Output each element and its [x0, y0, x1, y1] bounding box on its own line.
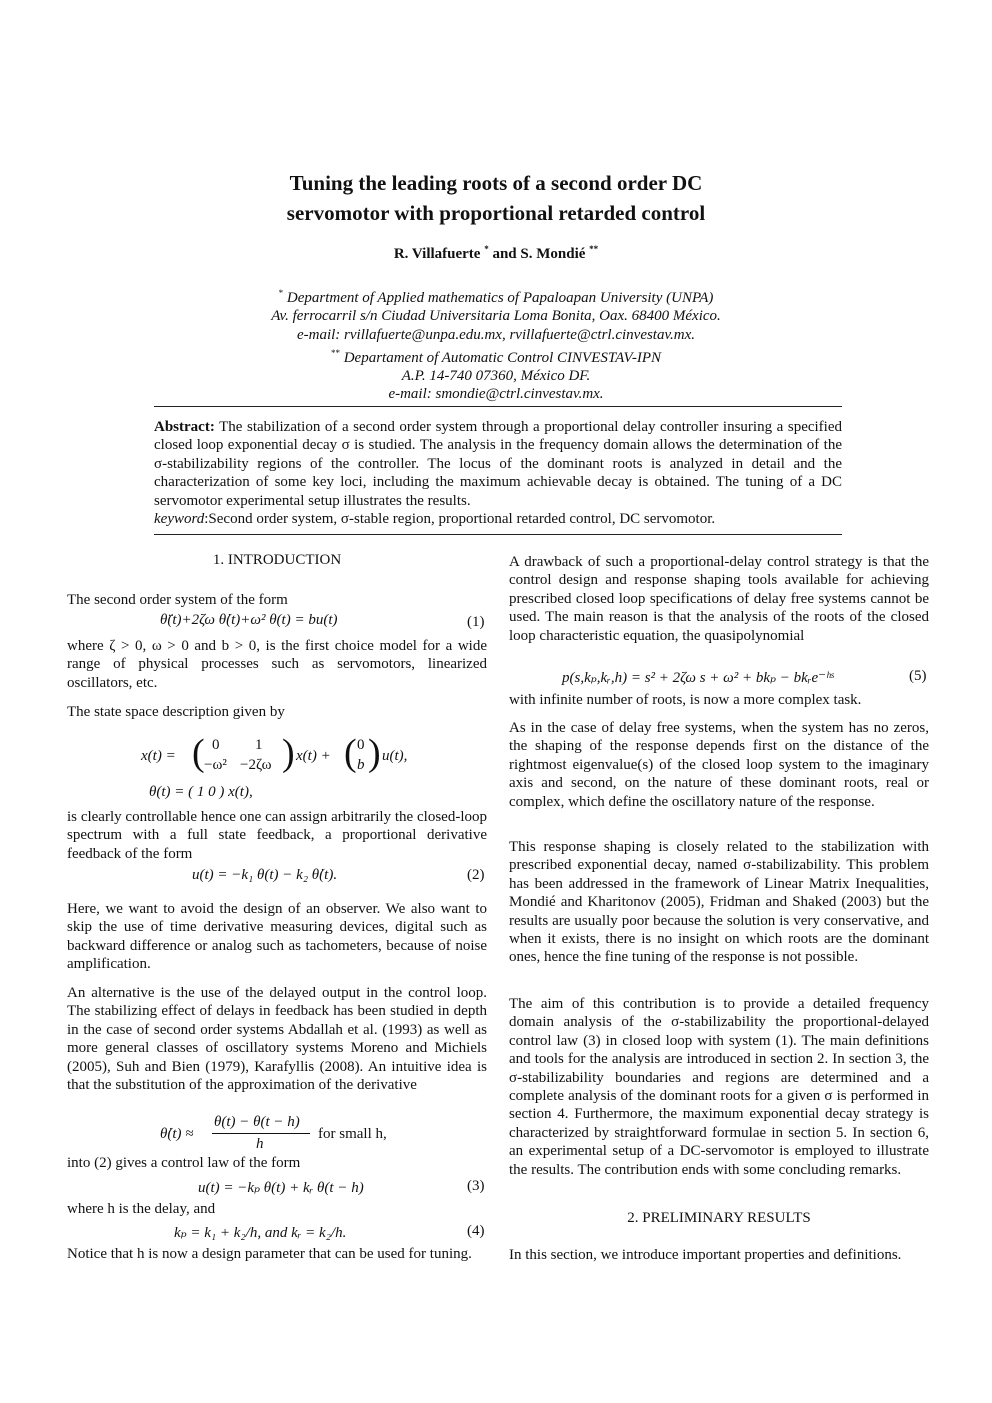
equation-2: u(t) = −k₁ θ(t) − k₂ θ̇(t). — [192, 867, 338, 883]
affiliation-line-5: A.P. 14-740 07360, México DF. — [401, 368, 591, 385]
ss-b1: 0 — [357, 737, 365, 753]
ss-paren-open-a: ( — [192, 732, 205, 774]
ss-a22: −2ζω — [240, 757, 272, 773]
ss-b2: b — [357, 757, 365, 773]
ss-paren-open-b: ( — [344, 732, 357, 774]
affiliation-mark-1: * — [278, 288, 284, 298]
ss-a12: 1 — [255, 737, 263, 753]
equation-2-number: (2) — [467, 867, 485, 883]
approx-numerator: θ(t) − θ(t − h) — [214, 1114, 300, 1130]
affiliation-text-4: Departament of Automatic Control CINVESTAV-IPN — [343, 349, 662, 366]
equation-3: u(t) = −kₚ θ(t) + kᵣ θ(t − h) — [198, 1180, 364, 1196]
right-paragraph-1: A drawback of such a proportional-delay control strategy is that the control design and response shaping tools available for achieving prescribed closed loop specifications of delay free systems cannot be used. The main reason is that the analysis of the roots of the closed loop characteristic equation, the quasipolynomial — [509, 554, 929, 644]
author-1: R. Villafuerte — [393, 246, 481, 262]
intro-paragraph-7: into (2) gives a control law of the form — [67, 1155, 301, 1171]
abstract-text: The stabilization of a second order system through a proportional delay controller insuring a specified closed loop exponential decay σ is studied. The analysis in the frequency domain allows the determination of the σ-stabilizability regions of the controller. The locus of the dominant roots is analyzed in detail and the characterization of some key loci, including the maximum achievable decay is obtained. The tuning of a DC servomotor experimental setup illustrates the results. — [154, 419, 842, 509]
ss-lhs: x(t) = — [141, 748, 176, 764]
affiliation-mark-2: ** — [330, 347, 340, 358]
section-heading-preliminary: 2. PRELIMINARY RESULTS — [627, 1210, 811, 1226]
intro-paragraph-9: Notice that h is now a design parameter that can be used for tuning. — [67, 1246, 472, 1262]
right-paragraph-4: This response shaping is closely related to the stabilization with prescribed exponential decay, named σ-stabilizability. This problem has been addressed in the framework of Linear Matrix Inequalities, Mondié and Kharitonov (2005), Fridman and Shaked (2003) but the results are usually poor because the solution is very conservative, and when it exists, there is no insight on which roots are the dominant ones, hence the fine tuning of the response is not possible. — [509, 839, 929, 966]
right-paragraph-5: The aim of this contribution is to provide a detailed frequency domain analysis of the σ-stabilizability the proportional-delayed control law (3) in closed loop with system (1). The main definitions and tools for the analysis are introduced in section 2. In section 3, the σ-stabilizability boundaries and regions are determined and a complete analysis of the dominant roots for a given σ is performed in section 4. Furthermore, the maximum exponential decay strategy is characterized by straightforward formulae in section 5. In section 6, an experimental setup of a DC-servomotor is employed to illustrate the results. The contribution ends with some concluding remarks. — [509, 996, 929, 1178]
equation-1-number: (1) — [467, 614, 485, 630]
affiliation-line-6: e-mail: smondie@ctrl.cinvestav.mx. — [388, 386, 604, 403]
approx-tail: for small h, — [318, 1126, 387, 1142]
equation-4-number: (4) — [467, 1223, 485, 1239]
author-list — [200, 244, 792, 263]
approx-lhs: θ̇(t) ≈ — [160, 1126, 194, 1142]
ss-a11: 0 — [212, 737, 220, 753]
title-line-2: servomotor with proportional retarded control — [286, 201, 706, 225]
approx-fraction-bar — [212, 1133, 310, 1134]
abstract-label: Abstract: — [154, 419, 215, 435]
paper-title — [200, 168, 792, 228]
intro-paragraph-5: Here, we want to avoid the design of an observer. We also want to skip the use of time derivative measuring devices, digital such as backward difference or analog such as tachometers, because of noise amplification. — [67, 901, 487, 973]
intro-paragraph-6: An alternative is the use of the delayed output in the control loop. The stabilizing effect of delays in feedback has been studied in depth in the case of second order systems Abdallah et al. (1993) as well as more general classes of oscillatory systems Moreno and Michiels (2005), Suh and Bien (1979), Karafyllis (2008). An intuitive idea is that the substitution of the approximation of the derivative — [67, 985, 487, 1094]
affiliations — [200, 284, 792, 404]
ss-end: u(t), — [382, 748, 408, 764]
abstract-top-rule — [154, 406, 842, 407]
equation-5: p(s,kₚ,kᵣ,h) = s² + 2ζω s + ω² + bkₚ − bkᵣe⁻ʰˢ — [562, 670, 834, 686]
ss-mid: x(t) + — [296, 748, 331, 764]
intro-paragraph-1: The second order system of the form — [67, 592, 288, 608]
ss-a21: −ω² — [204, 757, 227, 773]
right-paragraph-2: with infinite number of roots, is now a more complex task. — [509, 692, 862, 708]
keyword-text: :Second order system, σ-stable region, proportional retarded control, DC servomotor. — [204, 511, 716, 528]
affiliation-line-3: e-mail: rvillafuerte@unpa.edu.mx, rvillafuerte@ctrl.cinvestav.mx. — [296, 326, 696, 343]
affiliation-line-4 — [200, 344, 792, 367]
intro-paragraph-2: where ζ > 0, ω > 0 and b > 0, is the first choice model for a wide range of physical processes such as servomotors, linearized oscillators, etc. — [67, 638, 487, 691]
author-1-mark: * — [484, 244, 489, 254]
approx-denominator: h — [256, 1136, 264, 1152]
right-paragraph-6: In this section, we introduce important properties and definitions. — [509, 1247, 902, 1263]
abstract — [154, 418, 842, 528]
abstract-bottom-rule — [154, 534, 842, 535]
equation-1: θ̈(t)+2ζω θ̇(t)+ω² θ(t) = bu(t) — [160, 612, 338, 628]
section-heading-introduction: 1. INTRODUCTION — [212, 552, 342, 568]
title-line-1: Tuning the leading roots of a second order DC — [289, 171, 703, 195]
ss-paren-close-a: ) — [282, 732, 295, 774]
keyword-label: keyword — [154, 511, 205, 528]
equation-5-number: (5) — [909, 668, 927, 684]
ss-output: θ(t) = ( 1 0 ) x(t), — [149, 784, 253, 800]
equation-4: kₚ = k₁ + k₂/h, and kᵣ = k₂/h. — [174, 1225, 347, 1241]
intro-paragraph-4: is clearly controllable hence one can assign arbitrarily the closed-loop spectrum with a full state feedback, a proportional derivative feedback of the form — [67, 809, 487, 862]
author-and: and — [492, 246, 517, 262]
intro-paragraph-3: The state space description given by — [67, 704, 285, 720]
author-2-mark: ** — [589, 244, 599, 254]
affiliation-line-1 — [200, 284, 792, 307]
affiliation-text-1: Department of Applied mathematics of Papaloapan University (UNPA) — [286, 290, 714, 306]
ss-paren-close-b: ) — [368, 732, 381, 774]
affiliation-line-2: Av. ferrocarril s/n Ciudad Universitaria Loma Bonita, Oax. 68400 México. — [271, 308, 721, 325]
intro-paragraph-8: where h is the delay, and — [67, 1201, 216, 1217]
author-2: S. Mondié — [520, 246, 586, 262]
right-paragraph-3: As in the case of delay free systems, when the system has no zeros, the shaping of the response depends first on the distance of the rightmost eigenvalue(s) of the closed loop system to the imaginary axis and second, on the nature of these dominant roots, real or complex, which define the oscillatory nature of the response. — [509, 720, 929, 810]
equation-3-number: (3) — [467, 1178, 485, 1194]
